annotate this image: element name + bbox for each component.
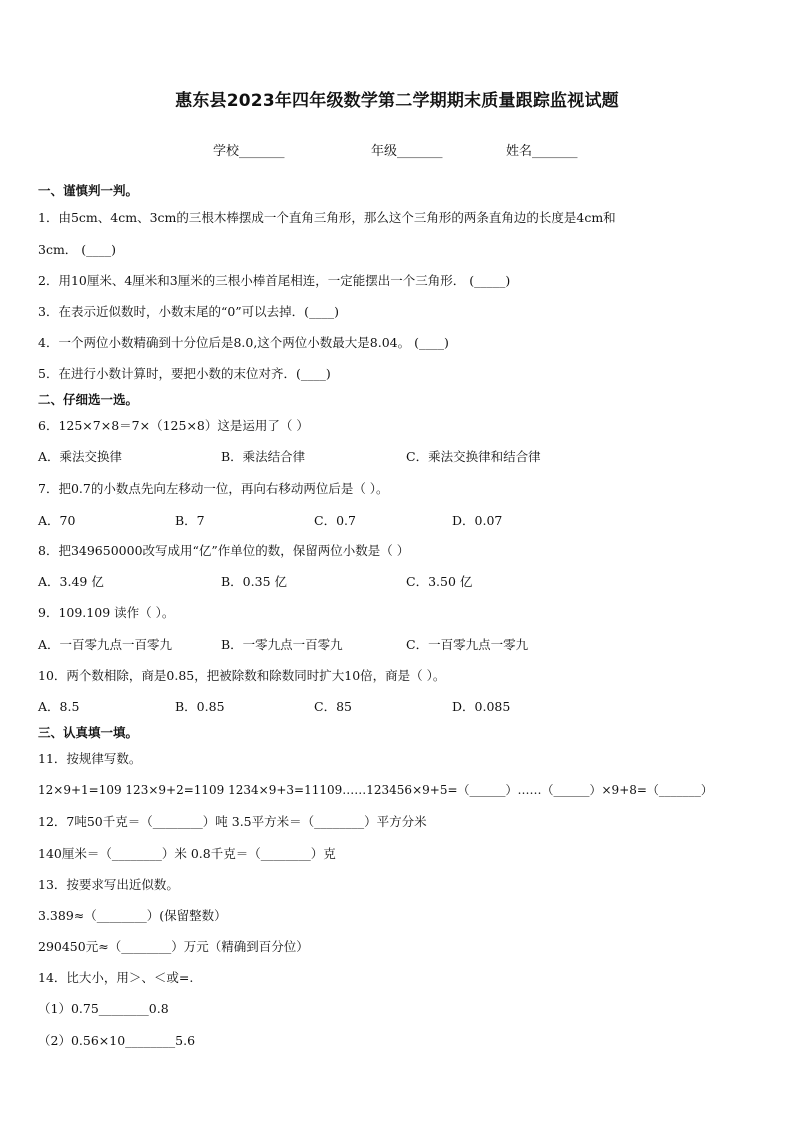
question-5: 5．在进行小数计算时，要把小数的末位对齐．(____) [38, 366, 331, 381]
question-4: 4．一个两位小数精确到十分位后是8.0,这个两位小数最大是8.04。 (____) [38, 335, 449, 350]
question-9: 9．109.109 读作（ ）。 [38, 605, 175, 620]
question-7: 7．把0.7的小数点先向左移动一位，再向右移动两位后是（ ）。 [38, 481, 389, 496]
grade-field: 年级_______ [371, 144, 443, 159]
option-8c: C．3.50 亿 [406, 574, 473, 589]
option-7d: D．0.07 [452, 513, 503, 528]
school-field: 学校_______ [213, 144, 285, 159]
question-11-sequence: 12×9+1=109 123×9+2=1109 1234×9+3=11109……123456×9+5=（______）……（______）×9+8=（_______） [38, 783, 713, 797]
question-13: 13．按要求写出近似数。 [38, 877, 179, 892]
section-heading-choose: 二、仔细选一选。 [38, 392, 139, 407]
option-6a: A．乘法交换律 [38, 449, 123, 464]
question-14: 14．比大小，用＞、＜或=. [38, 970, 194, 985]
option-10a: A．8.5 [38, 699, 80, 714]
section-heading-judge: 一、谨慎判一判。 [38, 183, 139, 198]
question-14b: （2）0.56×10________5.6 [38, 1033, 196, 1048]
option-9b: B．一零九点一百零九 [221, 637, 343, 652]
option-9a: A．一百零九点一百零九 [38, 637, 173, 652]
option-7a: A．70 [38, 513, 76, 528]
question-12-cont: 140厘米＝（________）米 0.8千克＝（________）克 [38, 846, 336, 861]
name-field: 姓名_______ [506, 144, 578, 159]
question-1-cont: 3cm． (____) [38, 242, 117, 257]
option-8b: B．0.35 亿 [221, 574, 287, 589]
option-10c: C．85 [314, 699, 352, 714]
question-3: 3．在表示近似数时，小数末尾的“0”可以去掉．(____) [38, 304, 339, 319]
option-8a: A．3.49 亿 [38, 574, 104, 589]
question-13a: 3.389≈（________）(保留整数） [38, 908, 227, 923]
question-10: 10．两个数相除，商是0.85，把被除数和除数同时扩大10倍，商是（ ）。 [38, 668, 446, 683]
option-6c: C．乘法交换律和结合律 [406, 449, 541, 464]
option-10b: B．0.85 [175, 699, 225, 714]
question-14a: （1）0.75________0.8 [38, 1001, 169, 1016]
option-7c: C．0.7 [314, 513, 356, 528]
question-2: 2．用10厘米、4厘米和3厘米的三根小棒首尾相连，一定能摆出一个三角形． (_____) [38, 273, 511, 288]
question-12: 12．7吨50千克＝（________）吨 3.5平方米＝（________）平方分米 [38, 814, 427, 829]
page-title: 惠东县2023年四年级数学第二学期期末质量跟踪监视试题 [175, 91, 619, 111]
question-6: 6．125×7×8＝7×（125×8）这是运用了（ ） [38, 418, 309, 433]
question-8: 8．把349650000改写成用“亿”作单位的数，保留两位小数是（ ） [38, 543, 410, 558]
option-6b: B．乘法结合律 [221, 449, 306, 464]
option-9c: C．一百零九点一零九 [406, 637, 529, 652]
question-11: 11．按规律写数。 [38, 751, 142, 766]
option-7b: B．7 [175, 513, 205, 528]
question-13b: 290450元≈（________）万元（精确到百分位） [38, 939, 309, 954]
question-1: 1．由5cm、4cm、3cm的三根木棒摆成一个直角三角形，那么这个三角形的两条直角边的长度是4cm和 [38, 210, 616, 225]
section-heading-fill: 三、认真填一填。 [38, 725, 139, 740]
option-10d: D．0.085 [452, 699, 511, 714]
